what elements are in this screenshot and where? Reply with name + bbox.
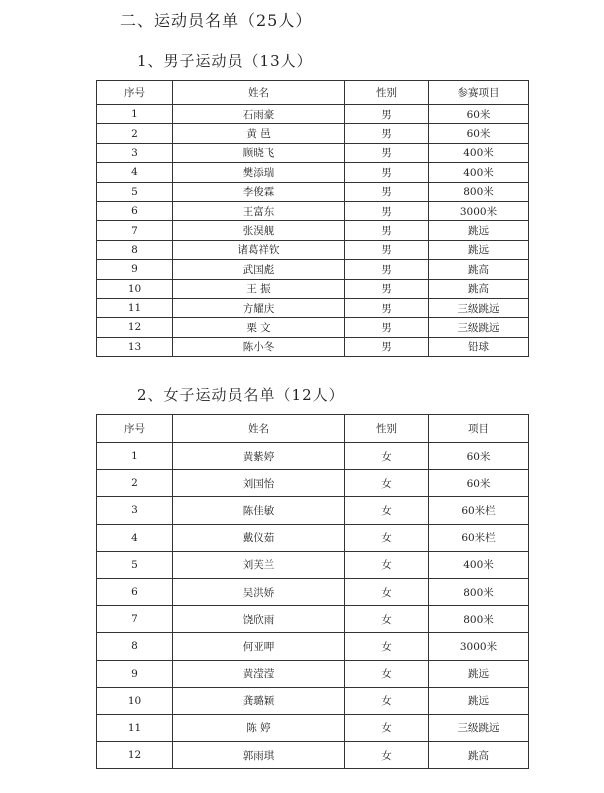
- cell-no: 11: [97, 298, 173, 317]
- cell-gender: 女: [345, 578, 429, 605]
- cell-no: 11: [97, 714, 173, 741]
- cell-name: 王 振: [173, 279, 345, 298]
- header-name: 姓名: [173, 415, 345, 443]
- cell-gender: 男: [345, 260, 429, 279]
- table-row: [97, 182, 529, 201]
- cell-event: 800米: [429, 182, 529, 201]
- cell-event: 60米栏: [429, 497, 529, 524]
- cell-no: 13: [97, 337, 173, 356]
- cell-gender: 男: [345, 163, 429, 182]
- cell-name: 顾晓飞: [173, 143, 345, 162]
- cell-name: 诸葛祥钦: [173, 240, 345, 259]
- cell-name: 何亚呷: [173, 633, 345, 660]
- cell-gender: 女: [345, 714, 429, 741]
- cell-event: 800米: [429, 578, 529, 605]
- women-roster-table: [96, 414, 529, 769]
- table-row: [97, 497, 529, 524]
- header-event: 项目: [429, 415, 529, 443]
- men-roster-table: [96, 80, 529, 357]
- table-row: [97, 221, 529, 240]
- cell-gender: 男: [345, 143, 429, 162]
- cell-name: 刘芙兰: [173, 551, 345, 578]
- cell-event: 三级跳远: [429, 298, 529, 317]
- cell-gender: 男: [345, 279, 429, 298]
- cell-event: 三级跳远: [429, 318, 529, 337]
- cell-name: 陈 婷: [173, 714, 345, 741]
- cell-no: 4: [97, 163, 173, 182]
- cell-gender: 男: [345, 221, 429, 240]
- cell-event: 跳高: [429, 279, 529, 298]
- cell-event: 60米: [429, 443, 529, 470]
- cell-event: 400米: [429, 551, 529, 578]
- cell-no: 9: [97, 260, 173, 279]
- cell-gender: 男: [345, 105, 429, 124]
- cell-gender: 女: [345, 606, 429, 633]
- cell-no: 5: [97, 551, 173, 578]
- cell-no: 3: [97, 143, 173, 162]
- table-row: [97, 742, 529, 769]
- cell-gender: 男: [345, 201, 429, 220]
- table-row: [97, 318, 529, 337]
- table-header-row: [97, 81, 529, 105]
- cell-gender: 男: [345, 337, 429, 356]
- header-name: 姓名: [173, 81, 345, 105]
- cell-name: 黄滢滢: [173, 660, 345, 687]
- header-gender: 性别: [345, 81, 429, 105]
- cell-gender: 女: [345, 660, 429, 687]
- cell-name: 王富东: [173, 201, 345, 220]
- cell-name: 陈佳敏: [173, 497, 345, 524]
- cell-gender: 女: [345, 497, 429, 524]
- table-row: [97, 143, 529, 162]
- cell-event: 60米: [429, 124, 529, 143]
- cell-gender: 男: [345, 318, 429, 337]
- cell-name: 方耀庆: [173, 298, 345, 317]
- men-roster-title: 1、男子运动员（13人）: [137, 52, 313, 70]
- table-header-row: [97, 415, 529, 443]
- table-row: [97, 687, 529, 714]
- cell-gender: 女: [345, 687, 429, 714]
- cell-no: 6: [97, 201, 173, 220]
- table-row: [97, 240, 529, 259]
- cell-name: 石雨豪: [173, 105, 345, 124]
- cell-gender: 女: [345, 443, 429, 470]
- table-row: [97, 201, 529, 220]
- table-row: [97, 124, 529, 143]
- table-row: [97, 470, 529, 497]
- cell-gender: 女: [345, 742, 429, 769]
- cell-event: 跳远: [429, 660, 529, 687]
- cell-no: 8: [97, 240, 173, 259]
- cell-name: 武国彪: [173, 260, 345, 279]
- cell-event: 60米: [429, 105, 529, 124]
- cell-event: 800米: [429, 606, 529, 633]
- cell-no: 4: [97, 524, 173, 551]
- cell-gender: 男: [345, 182, 429, 201]
- cell-gender: 女: [345, 524, 429, 551]
- cell-no: 10: [97, 279, 173, 298]
- cell-name: 陈小冬: [173, 337, 345, 356]
- section-title: 二、运动员名单（25人）: [120, 11, 313, 30]
- cell-event: 铅球: [429, 337, 529, 356]
- cell-event: 跳高: [429, 260, 529, 279]
- table-row: [97, 260, 529, 279]
- table-row: [97, 633, 529, 660]
- cell-no: 1: [97, 443, 173, 470]
- cell-no: 12: [97, 318, 173, 337]
- cell-no: 12: [97, 742, 173, 769]
- cell-event: 跳高: [429, 742, 529, 769]
- women-roster-title: 2、女子运动员名单（12人）: [137, 386, 345, 404]
- cell-name: 李俊霖: [173, 182, 345, 201]
- cell-no: 9: [97, 660, 173, 687]
- cell-name: 樊添瑞: [173, 163, 345, 182]
- table-row: [97, 714, 529, 741]
- cell-gender: 男: [345, 298, 429, 317]
- cell-name: 栗 文: [173, 318, 345, 337]
- cell-no: 5: [97, 182, 173, 201]
- table-row: [97, 524, 529, 551]
- cell-gender: 男: [345, 240, 429, 259]
- cell-gender: 女: [345, 470, 429, 497]
- cell-event: 跳远: [429, 221, 529, 240]
- cell-event: 跳远: [429, 240, 529, 259]
- header-no: 序号: [97, 415, 173, 443]
- table-row: [97, 660, 529, 687]
- header-gender: 性别: [345, 415, 429, 443]
- table-row: [97, 443, 529, 470]
- cell-name: 郭雨琪: [173, 742, 345, 769]
- table-row: [97, 606, 529, 633]
- cell-event: 三级跳远: [429, 714, 529, 741]
- cell-event: 3000米: [429, 201, 529, 220]
- cell-no: 1: [97, 105, 173, 124]
- cell-no: 2: [97, 470, 173, 497]
- table-row: [97, 298, 529, 317]
- cell-event: 跳远: [429, 687, 529, 714]
- cell-no: 7: [97, 221, 173, 240]
- cell-name: 吴洪娇: [173, 578, 345, 605]
- cell-no: 8: [97, 633, 173, 660]
- cell-gender: 女: [345, 551, 429, 578]
- cell-event: 400米: [429, 163, 529, 182]
- table-row: [97, 105, 529, 124]
- table-row: [97, 163, 529, 182]
- cell-name: 刘国怡: [173, 470, 345, 497]
- table-row: [97, 279, 529, 298]
- cell-event: 400米: [429, 143, 529, 162]
- table-row: [97, 578, 529, 605]
- cell-no: 10: [97, 687, 173, 714]
- cell-gender: 男: [345, 124, 429, 143]
- table-row: [97, 337, 529, 356]
- header-no: 序号: [97, 81, 173, 105]
- table-row: [97, 551, 529, 578]
- cell-name: 龚璐颖: [173, 687, 345, 714]
- cell-no: 6: [97, 578, 173, 605]
- cell-name: 黄紫婷: [173, 443, 345, 470]
- cell-event: 3000米: [429, 633, 529, 660]
- cell-name: 黄 邑: [173, 124, 345, 143]
- cell-no: 3: [97, 497, 173, 524]
- cell-event: 60米栏: [429, 524, 529, 551]
- cell-name: 饶欣雨: [173, 606, 345, 633]
- cell-name: 戴仪茹: [173, 524, 345, 551]
- cell-no: 7: [97, 606, 173, 633]
- cell-event: 60米: [429, 470, 529, 497]
- cell-gender: 女: [345, 633, 429, 660]
- cell-name: 张淏舰: [173, 221, 345, 240]
- header-event: 参赛项目: [429, 81, 529, 105]
- cell-no: 2: [97, 124, 173, 143]
